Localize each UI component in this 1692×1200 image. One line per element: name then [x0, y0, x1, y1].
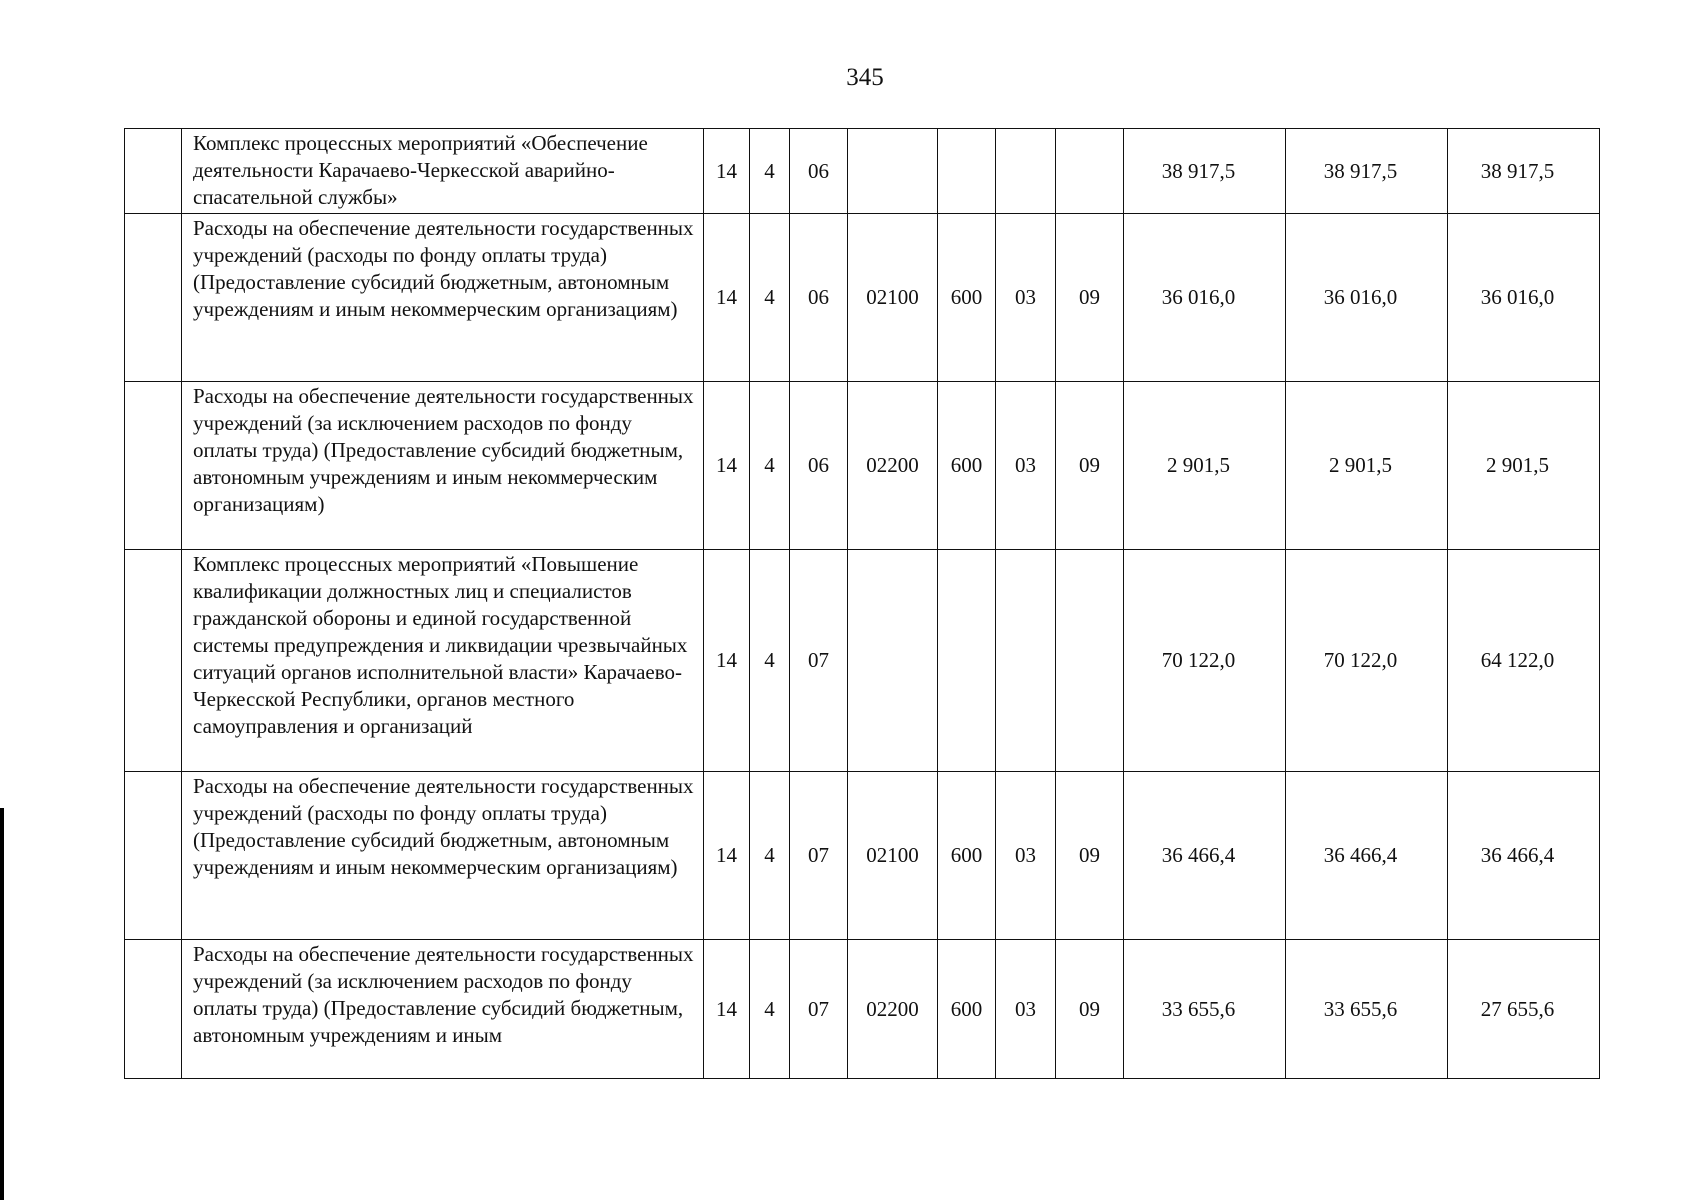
row-number-cell: [125, 940, 182, 1079]
amount-cell: 33 655,6: [1124, 940, 1286, 1079]
code-cell: [996, 129, 1056, 214]
code-cell: 4: [750, 772, 790, 940]
code-cell: 03: [996, 772, 1056, 940]
amount-cell: 36 466,4: [1286, 772, 1448, 940]
code-cell: [1056, 129, 1124, 214]
amount-cell: 38 917,5: [1448, 129, 1600, 214]
amount-cell: 64 122,0: [1448, 550, 1600, 772]
expense-name-cell: Комплекс процессных мероприятий «Обеспечение деятельности Карачаево-Черкесской аварийно-спасательной службы»: [182, 129, 704, 214]
table-row: [125, 129, 1600, 214]
code-cell: 07: [790, 940, 848, 1079]
code-cell: 4: [750, 129, 790, 214]
code-cell: 14: [704, 550, 750, 772]
code-cell: [938, 129, 996, 214]
amount-cell: 2 901,5: [1448, 382, 1600, 550]
code-cell: 07: [790, 772, 848, 940]
code-cell: 09: [1056, 382, 1124, 550]
row-number-cell: [125, 382, 182, 550]
expense-name-cell: Расходы на обеспечение деятельности государственных учреждений (за исключением расходов по фонду оплаты труда) (Предоставление субсидий бюджетным, автономным учреждениям и иным некоммерческим организациям): [182, 382, 704, 550]
code-cell: 02100: [848, 772, 938, 940]
code-cell: 09: [1056, 940, 1124, 1079]
table-row: [125, 550, 1600, 772]
scan-edge-mark: [0, 808, 4, 1200]
amount-cell: 38 917,5: [1286, 129, 1448, 214]
amount-cell: 36 466,4: [1448, 772, 1600, 940]
code-cell: 02200: [848, 382, 938, 550]
amount-cell: 70 122,0: [1286, 550, 1448, 772]
amount-cell: 36 466,4: [1124, 772, 1286, 940]
amount-cell: 2 901,5: [1286, 382, 1448, 550]
code-cell: 4: [750, 382, 790, 550]
amount-cell: 38 917,5: [1124, 129, 1286, 214]
table-row: [125, 940, 1600, 1079]
amount-cell: 36 016,0: [1124, 214, 1286, 382]
code-cell: 02100: [848, 214, 938, 382]
code-cell: 14: [704, 940, 750, 1079]
code-cell: 14: [704, 772, 750, 940]
code-cell: 06: [790, 382, 848, 550]
code-cell: 02200: [848, 940, 938, 1079]
code-cell: 09: [1056, 772, 1124, 940]
code-cell: [996, 550, 1056, 772]
amount-cell: 33 655,6: [1286, 940, 1448, 1079]
expense-name-cell: Расходы на обеспечение деятельности государственных учреждений (расходы по фонду оплаты труда) (Предоставление субсидий бюджетным, автономным учреждениям и иным некоммерческим организациям): [182, 214, 704, 382]
row-number-cell: [125, 772, 182, 940]
table-row: [125, 382, 1600, 550]
row-number-cell: [125, 129, 182, 214]
expense-name-cell: Расходы на обеспечение деятельности государственных учреждений (за исключением расходов по фонду оплаты труда) (Предоставление субсидий бюджетным, автономным учреждениям и иным: [182, 940, 704, 1079]
code-cell: [1056, 550, 1124, 772]
table-row: [125, 214, 1600, 382]
expense-name-cell: Расходы на обеспечение деятельности государственных учреждений (расходы по фонду оплаты труда) (Предоставление субсидий бюджетным, автономным учреждениям и иным некоммерческим организациям): [182, 772, 704, 940]
code-cell: 03: [996, 940, 1056, 1079]
table-row: [125, 772, 1600, 940]
budget-table: [124, 128, 1600, 1079]
code-cell: 07: [790, 550, 848, 772]
code-cell: 14: [704, 382, 750, 550]
code-cell: 06: [790, 129, 848, 214]
page-number: 345: [846, 64, 884, 91]
code-cell: 600: [938, 382, 996, 550]
code-cell: 06: [790, 214, 848, 382]
code-cell: [848, 550, 938, 772]
code-cell: 600: [938, 940, 996, 1079]
code-cell: 03: [996, 214, 1056, 382]
code-cell: 4: [750, 940, 790, 1079]
amount-cell: 36 016,0: [1448, 214, 1600, 382]
code-cell: [848, 129, 938, 214]
amount-cell: 70 122,0: [1124, 550, 1286, 772]
amount-cell: 2 901,5: [1124, 382, 1286, 550]
amount-cell: 27 655,6: [1448, 940, 1600, 1079]
code-cell: [938, 550, 996, 772]
row-number-cell: [125, 214, 182, 382]
code-cell: 4: [750, 550, 790, 772]
code-cell: 14: [704, 214, 750, 382]
amount-cell: 36 016,0: [1286, 214, 1448, 382]
row-number-cell: [125, 550, 182, 772]
code-cell: 4: [750, 214, 790, 382]
code-cell: 09: [1056, 214, 1124, 382]
code-cell: 600: [938, 214, 996, 382]
code-cell: 600: [938, 772, 996, 940]
code-cell: 14: [704, 129, 750, 214]
expense-name-cell: Комплекс процессных мероприятий «Повышение квалификации должностных лиц и специалистов гражданской обороны и единой государственной системы предупреждения и ликвидации чрезвычайных ситуаций органов исполнительной власти» Карачаево-Черкесской Республики, органов местного самоуправления и организаций: [182, 550, 704, 772]
code-cell: 03: [996, 382, 1056, 550]
